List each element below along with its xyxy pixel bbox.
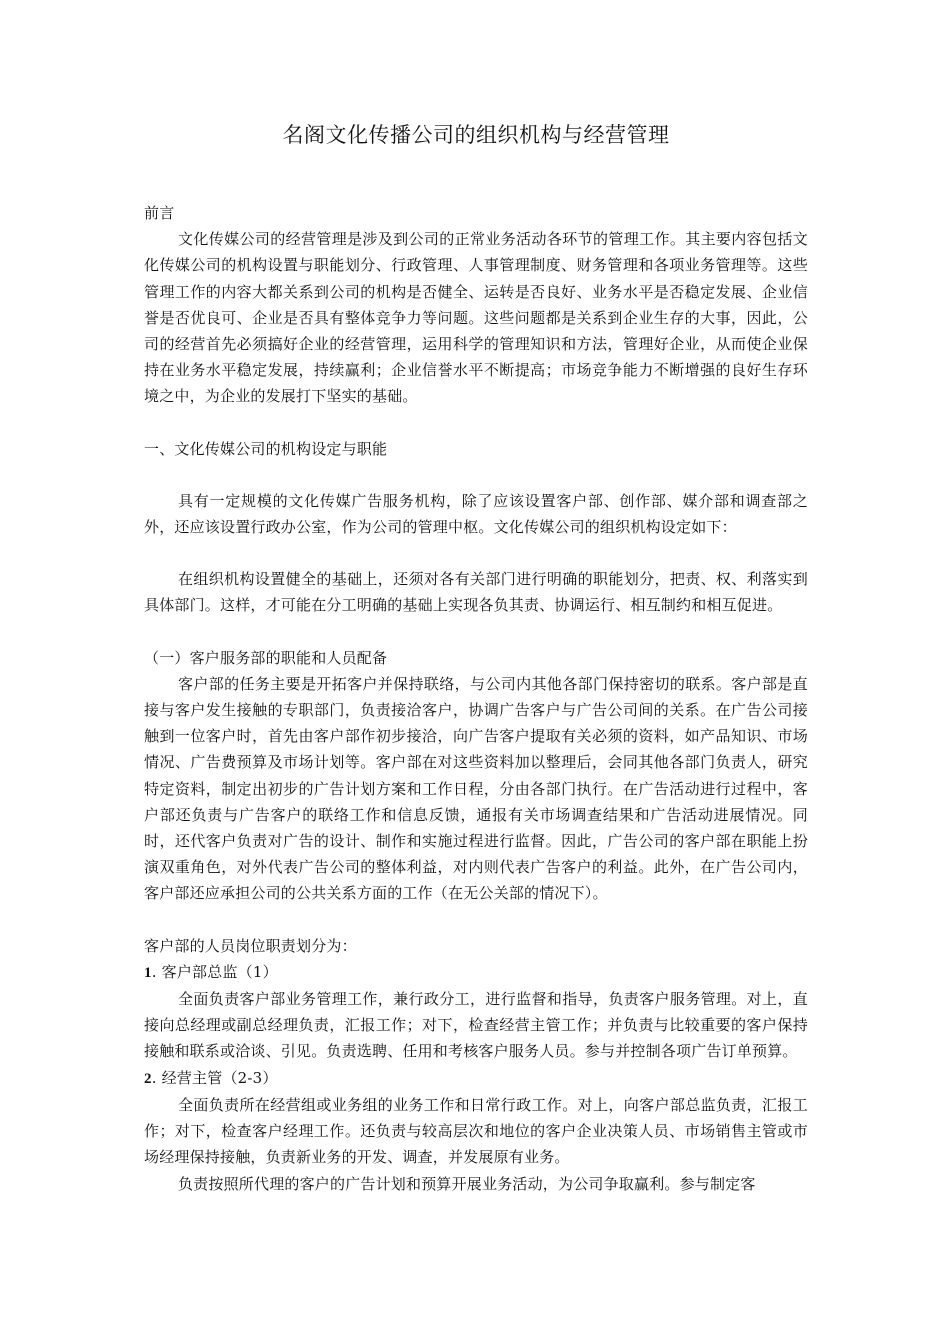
section-heading: 一、文化传媒公司的机构设定与职能 <box>144 439 388 458</box>
role-heading <box>144 959 808 986</box>
spacer <box>144 462 808 488</box>
preface-paragraph: 文化传媒公司的经营管理是涉及到公司的正常业务活动各环节的管理工作。其主要内容包括文化传媒公司的机构设置与职能划分、行政管理、人事管理制度、财务管理和各项业务管理等。这些管理工作的内容大都关系到公司的机构是否健全、运转是否良好、业务水平是否稳定发展、企业信誉是否优良可、企业是否具有整体竞争力等问题。这些问题都是关系到企业生存的大事，因此，公司的经营首先必须搞好企业的经营管理，运用科学的管理知识和方法，管理好企业，从而使企业保持在业务水平稳定发展，持续赢利；企业信誉水平不断提高；市场竞争能力不断增强的良好生存环境之中，为企业的发展打下坚实的基础。 <box>144 230 808 406</box>
spacer <box>144 619 808 645</box>
role-number: 2 <box>144 1070 152 1087</box>
role-description: 全面负责所在经营组或业务组的业务工作和日常行政工作。对上，向客户部总监负责，汇报工作；对下，检查客户经理工作。还负责与较高层次和地位的客户企业决策人员、市场销售主管或市场经理保持接触，负责新业务的开发、调查，并发展原有业务。 <box>144 1095 808 1167</box>
subsection-heading: （一）客户服务部的职能和人员配备 <box>144 648 388 667</box>
role-number: 1 <box>144 964 152 981</box>
preface-heading: 前言 <box>144 204 175 222</box>
role-title: . 经营主管（2-3） <box>151 1068 278 1087</box>
section-paragraph: 具有一定规模的文化传媒广告服务机构，除了应该设置客户部、创作部、媒介部和调查部之外，还应该设置行政办公室，作为公司的管理中枢。文化传媒公司的组织机构设定如下： <box>144 491 808 537</box>
role-heading <box>144 1065 808 1092</box>
role-description: 负责按照所代理的客户的广告计划和预算开展业务活动，为公司争取赢利。参与制定客 <box>178 1174 756 1193</box>
role-title: . 客户部总监（1） <box>151 962 278 981</box>
spacer <box>144 540 808 566</box>
spacer <box>144 410 808 436</box>
spacer <box>144 907 808 933</box>
roles-intro: 客户部的人员岗位职责划分为： <box>144 936 357 955</box>
document-title: 名阁文化传播公司的组织机构与经营管理 <box>282 123 670 147</box>
role-description: 全面负责客户部业务管理工作，兼行政分工，进行监督和指导，负责客户服务管理。对上，直接向总经理或副总经理负责，汇报工作；对下，检查经营主管工作；并负责与比较重要的客户保持接触和联系或洽谈、引见。负责选聘、任用和考核客户服务人员。参与并控制各项广告订单预算。 <box>144 990 808 1061</box>
document-body <box>144 118 808 1197</box>
section-paragraph: 在组织机构设置健全的基础上，还须对各有关部门进行明确的职能划分，把责、权、利落实到具体部门。这样，才可能在分工明确的基础上实现各负其责、协调运行、相互制约和相互促进。 <box>144 570 808 615</box>
subsection-paragraph: 客户部的任务主要是开拓客户并保持联络，与公司内其他各部门保持密切的联系。客户部是直接与客户发生接触的专职部门，负责接洽客户，协调广告客户与广告公司间的关系。在广告公司接触到一位客户时，首先由客户部作初步接洽，向广告客户提取有关必须的资料，如产品知识、市场情况、广告费预算及市场计划等。客户部在对这些资料加以整理后，会同其他各部门负责人，研究特定资料，制定出初步的广告计划方案和工作日程，分由各部门执行。在广告活动进行过程中，客户部还负责与广告客户的联络工作和信息反馈，通报有关市场调查结果和广告活动进展情况。同时，还代客户负责对广告的设计、制作和实施过程进行监督。因此，广告公司的客户部在职能上扮演双重角色，对外代表广告公司的整体利益，对内则代表广告客户的利益。此外，在广告公司内，客户部还应承担公司的公共关系方面的工作（在无公关部的情况下）。 <box>144 674 808 903</box>
